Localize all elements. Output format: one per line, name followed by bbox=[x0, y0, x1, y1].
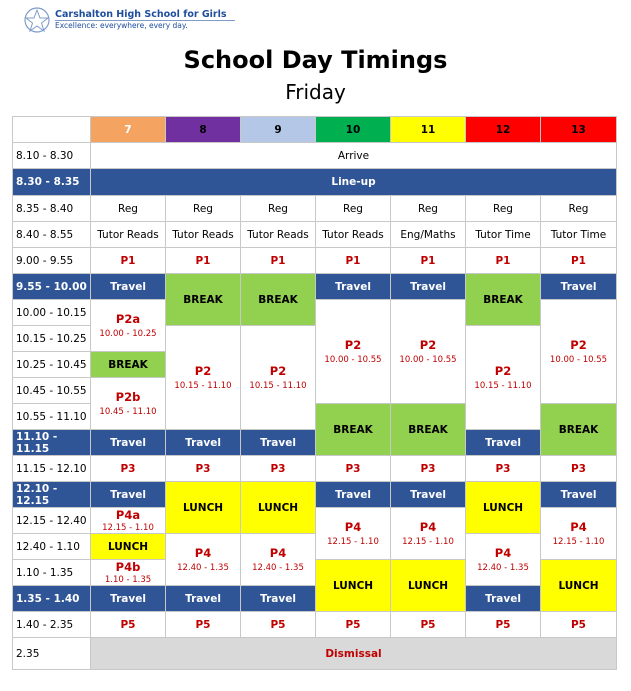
p4-time: 12.15 - 1.10 bbox=[402, 537, 454, 547]
p4-label: P4 bbox=[344, 520, 362, 534]
time-cell: 12.40 - 1.10 bbox=[13, 534, 91, 560]
year-header-8: 8 bbox=[166, 117, 241, 143]
break-cell: BREAK bbox=[316, 404, 391, 456]
p5-cell: P5 bbox=[316, 612, 391, 638]
travel-cell: Travel bbox=[316, 274, 391, 300]
time-cell: 1.10 - 1.35 bbox=[13, 560, 91, 586]
travel-cell: Travel bbox=[541, 482, 617, 508]
travel-cell: Travel bbox=[391, 482, 466, 508]
arrive-cell: Arrive bbox=[91, 143, 617, 169]
travel-cell: Travel bbox=[91, 430, 166, 456]
p4a-label: P4a bbox=[115, 508, 141, 522]
time-cell: 8.40 - 8.55 bbox=[13, 222, 91, 248]
p4-time: 12.15 - 1.10 bbox=[327, 537, 379, 547]
time-cell: 10.55 - 11.10 bbox=[13, 404, 91, 430]
time-cell: 10.00 - 10.15 bbox=[13, 300, 91, 326]
p4a-cell bbox=[91, 508, 166, 534]
time-cell: 11.15 - 12.10 bbox=[13, 456, 91, 482]
p4-cell bbox=[166, 534, 241, 586]
tutor-reads-cell: Tutor Reads bbox=[91, 222, 166, 248]
time-cell: 8.30 - 8.35 bbox=[13, 169, 91, 196]
p4-cell bbox=[466, 534, 541, 586]
corner-cell bbox=[13, 117, 91, 143]
break-cell: BREAK bbox=[391, 404, 466, 456]
time-cell: 9.00 - 9.55 bbox=[13, 248, 91, 274]
p3-cell: P3 bbox=[166, 456, 241, 482]
p5-cell: P5 bbox=[241, 612, 316, 638]
p4b-time: 1.10 - 1.35 bbox=[104, 575, 152, 585]
p4-time: 12.40 - 1.35 bbox=[252, 563, 304, 573]
p2-label: P2 bbox=[494, 364, 512, 378]
year-header-7: 7 bbox=[91, 117, 166, 143]
p4-cell bbox=[316, 508, 391, 560]
p2-time: 10.00 - 10.55 bbox=[324, 355, 382, 365]
time-cell: 12.15 - 12.40 bbox=[13, 508, 91, 534]
p3-cell: P3 bbox=[541, 456, 617, 482]
p2-label: P2 bbox=[269, 364, 287, 378]
p5-cell: P5 bbox=[391, 612, 466, 638]
reg-cell: Reg bbox=[466, 196, 541, 222]
dismissal-cell: Dismissal bbox=[91, 638, 617, 670]
lunch-cell: LUNCH bbox=[166, 482, 241, 534]
tutor-time-cell: Tutor Time bbox=[466, 222, 541, 248]
time-cell: 8.35 - 8.40 bbox=[13, 196, 91, 222]
p5-cell: P5 bbox=[91, 612, 166, 638]
p2-label: P2 bbox=[194, 364, 212, 378]
time-cell: 10.45 - 10.55 bbox=[13, 378, 91, 404]
travel-cell: Travel bbox=[466, 586, 541, 612]
lineup-cell: Line-up bbox=[91, 169, 617, 196]
year-header-11: 11 bbox=[391, 117, 466, 143]
travel-cell: Travel bbox=[466, 430, 541, 456]
p4a-time: 12.15 - 1.10 bbox=[102, 523, 154, 533]
p2b-time: 10.45 - 11.10 bbox=[99, 407, 157, 417]
p2-cell bbox=[466, 326, 541, 430]
lunch-cell: LUNCH bbox=[466, 482, 541, 534]
p4-cell bbox=[241, 534, 316, 586]
p4-label: P4 bbox=[570, 520, 587, 534]
break-cell: BREAK bbox=[541, 404, 617, 456]
lunch-cell: LUNCH bbox=[91, 534, 166, 560]
time-cell: 9.55 - 10.00 bbox=[13, 274, 91, 300]
p2-cell bbox=[391, 300, 466, 404]
p2-cell bbox=[241, 326, 316, 430]
time-cell: 8.10 - 8.30 bbox=[13, 143, 91, 169]
p4-label: P4 bbox=[494, 546, 512, 560]
school-name: Carshalton High School for Girls bbox=[55, 9, 227, 20]
p2b-label: P2b bbox=[115, 390, 141, 404]
tutor-reads-cell: Tutor Reads bbox=[166, 222, 241, 248]
p2b-cell bbox=[91, 378, 166, 430]
p2-time: 10.00 - 10.55 bbox=[399, 355, 457, 365]
break-cell: BREAK bbox=[166, 274, 241, 326]
p4b-label: P4b bbox=[115, 560, 141, 574]
p4-label: P4 bbox=[194, 546, 212, 560]
break-cell: BREAK bbox=[91, 352, 166, 378]
time-cell: 1.35 - 1.40 bbox=[13, 586, 91, 612]
p2-time: 10.15 - 11.10 bbox=[174, 381, 232, 391]
p2-cell bbox=[166, 326, 241, 430]
travel-cell: Travel bbox=[166, 586, 241, 612]
p4-time: 12.15 - 1.10 bbox=[552, 537, 605, 547]
p2-label: P2 bbox=[570, 338, 587, 352]
year-header-13: 13 bbox=[541, 117, 617, 143]
lunch-cell: LUNCH bbox=[316, 560, 391, 612]
year-header-12: 12 bbox=[466, 117, 541, 143]
reg-cell: Reg bbox=[91, 196, 166, 222]
tutor-time-cell: Tutor Time bbox=[541, 222, 617, 248]
p4b-cell bbox=[91, 560, 166, 586]
p2-cell bbox=[316, 300, 391, 404]
time-cell: 11.10 - 11.15 bbox=[13, 430, 91, 456]
eng-maths-cell: Eng/Maths bbox=[391, 222, 466, 248]
page-title: School Day Timings bbox=[183, 46, 448, 74]
time-cell: 12.10 - 12.15 bbox=[13, 482, 91, 508]
time-cell: 10.25 - 10.45 bbox=[13, 352, 91, 378]
travel-cell: Travel bbox=[91, 586, 166, 612]
p1-cell: P1 bbox=[541, 248, 617, 274]
p3-cell: P3 bbox=[316, 456, 391, 482]
p5-cell: P5 bbox=[166, 612, 241, 638]
year-header-10: 10 bbox=[316, 117, 391, 143]
p4-cell bbox=[541, 508, 617, 560]
lunch-cell: LUNCH bbox=[541, 560, 617, 612]
p3-cell: P3 bbox=[391, 456, 466, 482]
p1-cell: P1 bbox=[91, 248, 166, 274]
break-cell: BREAK bbox=[241, 274, 316, 326]
year-header-9: 9 bbox=[241, 117, 316, 143]
page-subtitle: Friday bbox=[285, 80, 346, 104]
travel-cell: Travel bbox=[316, 482, 391, 508]
reg-cell: Reg bbox=[541, 196, 617, 222]
time-cell: 2.35 bbox=[13, 638, 91, 670]
p2a-time: 10.00 - 10.25 bbox=[99, 329, 157, 339]
p2-label: P2 bbox=[344, 338, 362, 352]
p2a-label: P2a bbox=[115, 312, 141, 326]
travel-cell: Travel bbox=[166, 430, 241, 456]
p4-cell bbox=[391, 508, 466, 560]
p1-cell: P1 bbox=[466, 248, 541, 274]
travel-cell: Travel bbox=[91, 274, 166, 300]
tutor-reads-cell: Tutor Reads bbox=[316, 222, 391, 248]
travel-cell: Travel bbox=[391, 274, 466, 300]
lunch-cell: LUNCH bbox=[391, 560, 466, 612]
p4-label: P4 bbox=[269, 546, 287, 560]
p3-cell: P3 bbox=[466, 456, 541, 482]
p4-time: 12.40 - 1.35 bbox=[177, 563, 229, 573]
school-crest-icon bbox=[22, 6, 52, 34]
p4-time: 12.40 - 1.35 bbox=[477, 563, 529, 573]
reg-cell: Reg bbox=[166, 196, 241, 222]
reg-cell: Reg bbox=[391, 196, 466, 222]
school-motto: Excellence: everywhere, every day. bbox=[55, 21, 188, 30]
p5-cell: P5 bbox=[541, 612, 617, 638]
reg-cell: Reg bbox=[241, 196, 316, 222]
travel-cell: Travel bbox=[241, 586, 316, 612]
break-cell: BREAK bbox=[466, 274, 541, 326]
p2-label: P2 bbox=[419, 338, 437, 352]
p4-label: P4 bbox=[419, 520, 437, 534]
p1-cell: P1 bbox=[391, 248, 466, 274]
time-cell: 1.40 - 2.35 bbox=[13, 612, 91, 638]
p2-time: 10.15 - 11.10 bbox=[249, 381, 307, 391]
p1-cell: P1 bbox=[316, 248, 391, 274]
p3-cell: P3 bbox=[241, 456, 316, 482]
p2-cell bbox=[541, 300, 617, 404]
travel-cell: Travel bbox=[241, 430, 316, 456]
tutor-reads-cell: Tutor Reads bbox=[241, 222, 316, 248]
travel-cell: Travel bbox=[91, 482, 166, 508]
reg-cell: Reg bbox=[316, 196, 391, 222]
p2-time: 10.15 - 11.10 bbox=[474, 381, 532, 391]
p2-time: 10.00 - 10.55 bbox=[549, 355, 608, 365]
lunch-cell: LUNCH bbox=[241, 482, 316, 534]
travel-cell: Travel bbox=[541, 274, 617, 300]
p1-cell: P1 bbox=[241, 248, 316, 274]
p2a-cell bbox=[91, 300, 166, 352]
p3-cell: P3 bbox=[91, 456, 166, 482]
timetable bbox=[12, 116, 617, 670]
p1-cell: P1 bbox=[166, 248, 241, 274]
school-header bbox=[22, 6, 227, 36]
p5-cell: P5 bbox=[466, 612, 541, 638]
time-cell: 10.15 - 10.25 bbox=[13, 326, 91, 352]
